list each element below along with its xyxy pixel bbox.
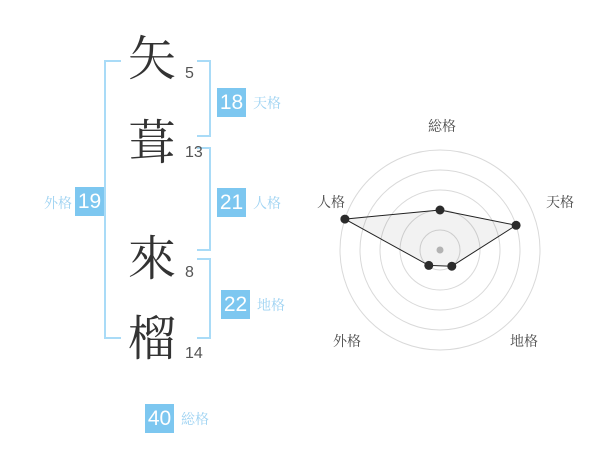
radar-data-point xyxy=(447,262,456,271)
radar-axis-label: 外格 xyxy=(333,333,361,349)
gaikaku-label: 外格 xyxy=(44,195,72,211)
stroke-count-1: 5 xyxy=(185,65,194,82)
soukaku-badge: 40 xyxy=(145,404,174,433)
radar-axis-label: 人格 xyxy=(317,194,345,210)
radar-data-point xyxy=(424,261,433,270)
name-char-4: 榴 xyxy=(127,313,176,366)
radar-data-polygon xyxy=(345,210,516,266)
kaku-radar-chart xyxy=(300,96,600,376)
radar-axis-label: 天格 xyxy=(546,194,574,210)
jinkaku-badge: 21 xyxy=(217,188,246,217)
stroke-count-4: 14 xyxy=(185,345,203,362)
jinkaku-bracket xyxy=(197,147,211,251)
stroke-count-2: 13 xyxy=(185,144,203,161)
chikaku-label: 地格 xyxy=(257,297,285,313)
stroke-count-3: 8 xyxy=(185,264,194,281)
name-char-2: 葺 xyxy=(127,117,176,170)
radar-data-point xyxy=(436,206,445,215)
name-char-3: 來 xyxy=(127,233,176,286)
tenkaku-label: 天格 xyxy=(253,95,281,111)
radar-data-point xyxy=(340,215,349,224)
radar-axis-label: 総格 xyxy=(428,118,456,134)
radar-axis-label: 地格 xyxy=(510,333,538,349)
gaikaku-badge: 19 xyxy=(75,187,104,216)
soukaku-label: 総格 xyxy=(181,411,209,427)
gaikaku-bracket xyxy=(104,60,121,339)
name-char-1: 矢 xyxy=(127,33,176,86)
chikaku-badge: 22 xyxy=(221,290,250,319)
jinkaku-label: 人格 xyxy=(253,195,281,211)
radar-data-point xyxy=(512,221,521,230)
tenkaku-badge: 18 xyxy=(217,88,246,117)
